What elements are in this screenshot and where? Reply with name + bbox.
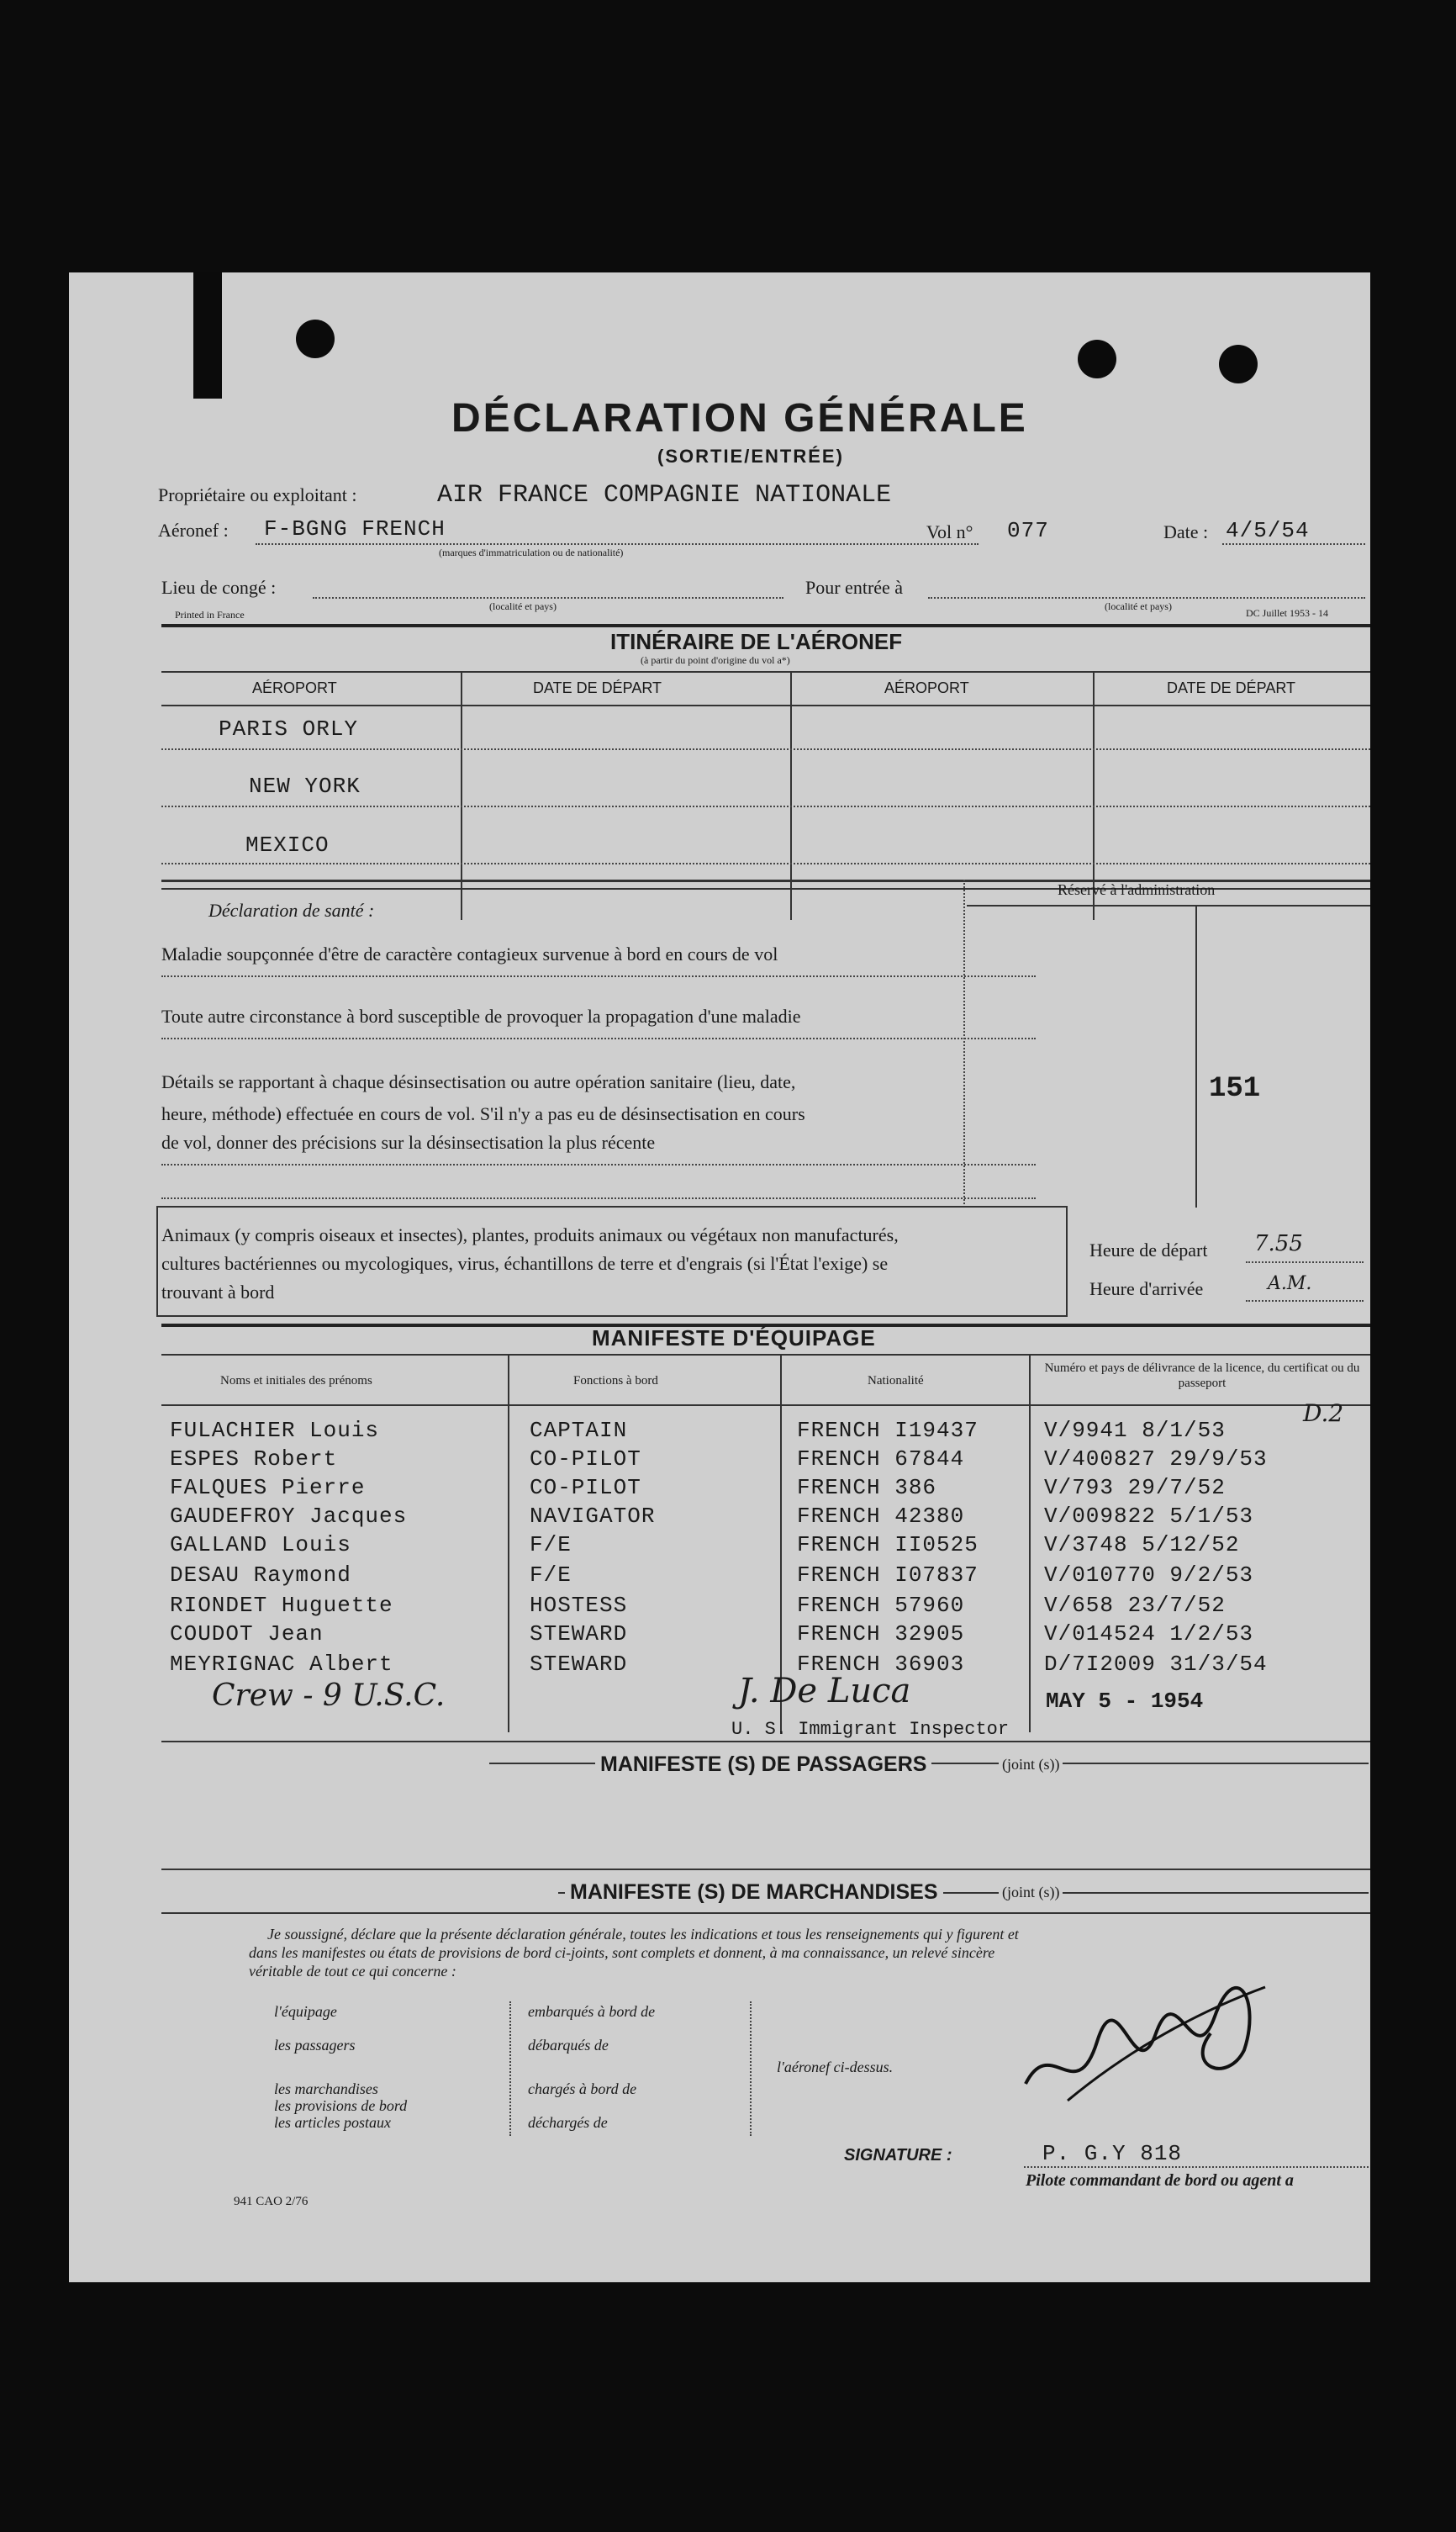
crew-role: F/E <box>530 1562 572 1588</box>
crew-license: V/3748 5/12/52 <box>1044 1532 1240 1557</box>
crew-nationality: FRENCH 67844 <box>797 1446 965 1472</box>
itinerary-header-departure: DATE DE DÉPART <box>1167 679 1296 696</box>
aircraft-note: (marques d'immatriculation ou de nationalité) <box>439 547 624 558</box>
date-stamp: MAY 5 - 1954 <box>1046 1689 1204 1714</box>
form-code: 941 CAO 2/76 <box>234 2195 309 2208</box>
decl-passengers: les passagers <box>274 2037 356 2054</box>
table-row <box>69 1532 1370 1561</box>
crew-name: COUDOT Jean <box>170 1621 324 1647</box>
decl-brace <box>750 2001 760 2136</box>
departure-time-value: 7.55 <box>1254 1231 1303 1256</box>
itinerary-airport: PARIS ORLY <box>219 716 359 742</box>
crew-header-bottom <box>161 1404 1370 1406</box>
table-row <box>69 1418 1370 1446</box>
clearance-note: (localité et pays) <box>489 600 557 612</box>
health-line-1: Maladie soupçonnée d'être de caractère contagieux survenue à bord en cours de vol <box>161 944 778 965</box>
date-label: Date : <box>1163 521 1209 542</box>
admin-inner-divider <box>1195 905 1197 1208</box>
arrival-time-label: Heure d'arrivée <box>1089 1278 1204 1299</box>
itinerary-airport: NEW YORK <box>249 774 361 799</box>
crew-nationality: FRENCH II0525 <box>797 1532 979 1557</box>
health-rule <box>161 1164 1036 1166</box>
health-line-3c: de vol, donner des précisions sur la désinsectisation la plus récente <box>161 1132 656 1153</box>
punch-hole <box>296 320 335 358</box>
itinerary-header-departure: DATE DE DÉPART <box>533 679 662 696</box>
crew-header-license: Numéro et pays de délivrance de la licence, du certificat ou du passeport <box>1044 1361 1360 1390</box>
animals-line-c: trouvant à bord <box>161 1282 275 1303</box>
health-title: Déclaration de santé : <box>208 900 375 921</box>
itinerary-header-top <box>161 671 1370 673</box>
signature-scrawl <box>1017 1983 1269 2109</box>
printer-mark-right: DC Juillet 1953 - 14 <box>1246 607 1328 619</box>
table-row <box>69 1475 1370 1504</box>
crew-role: CO-PILOT <box>530 1475 641 1500</box>
itinerary-header-bottom <box>161 705 1370 706</box>
printer-mark-left: Printed in France <box>175 609 245 621</box>
crew-header-role: Fonctions à bord <box>573 1374 658 1388</box>
itinerary-header-airport: AÉROPORT <box>252 679 337 696</box>
crew-nationality: FRENCH 36903 <box>797 1652 965 1677</box>
date-line <box>1222 543 1365 545</box>
inspector-stamp: U. S. Immigrant Inspector <box>731 1719 1010 1740</box>
health-rule <box>161 1197 1036 1199</box>
departure-time-label: Heure de départ <box>1089 1240 1208 1261</box>
crew-name: MEYRIGNAC Albert <box>170 1652 393 1677</box>
clearance-label: Lieu de congé : <box>161 577 277 598</box>
punch-hole <box>1078 340 1116 378</box>
health-line-3a: Détails se rapportant à chaque désinsectisation ou autre opération sanitaire (lieu, date, <box>161 1071 796 1092</box>
decl-disembarked: débarqués de <box>528 2037 609 2054</box>
itinerary-row-line <box>161 863 1370 864</box>
signature-value: P. G.Y 818 <box>1042 2141 1183 2166</box>
itinerary-row-line <box>161 806 1370 807</box>
table-row <box>69 1504 1370 1532</box>
crew-header-name: Noms et initiales des prénoms <box>220 1374 372 1388</box>
owner-value: AIR FRANCE COMPAGNIE NATIONALE <box>437 481 892 510</box>
flight-label: Vol n° <box>926 521 973 542</box>
table-row <box>69 1593 1370 1621</box>
pilot-label: Pilote commandant de bord ou agent a <box>1026 2171 1294 2190</box>
crew-license: V/009822 5/1/53 <box>1044 1504 1254 1529</box>
crew-header-top <box>161 1354 1370 1356</box>
crew-role: CO-PILOT <box>530 1446 641 1472</box>
crew-role: STEWARD <box>530 1652 628 1677</box>
crew-role: CAPTAIN <box>530 1418 628 1443</box>
declaration-line-3: véritable de tout ce qui concerne : <box>249 1963 456 1980</box>
owner-label: Propriétaire ou exploitant : <box>158 484 357 505</box>
cargo-note: (joint (s)) <box>999 1884 1063 1901</box>
section-divider <box>161 1869 1370 1870</box>
crew-license: V/793 29/7/52 <box>1044 1475 1226 1500</box>
section-divider <box>161 1912 1370 1914</box>
crew-license: V/010770 9/2/53 <box>1044 1562 1254 1588</box>
admin-left-edge <box>963 880 965 1208</box>
health-line-2: Toute autre circonstance à bord susceptible de provoquer la propagation d'une maladie <box>161 1006 801 1027</box>
itinerary-col-divider <box>790 671 792 920</box>
decl-brace <box>509 2001 520 2136</box>
date-value: 4/5/54 <box>1226 518 1310 543</box>
crew-name: GAUDEFROY Jacques <box>170 1504 408 1529</box>
crew-annotation: D.2 <box>1303 1399 1344 1427</box>
punch-hole <box>1219 345 1258 383</box>
time-rule <box>1246 1261 1364 1263</box>
clearance-line <box>313 597 783 599</box>
signature-label: SIGNATURE : <box>844 2146 952 2165</box>
crew-role: HOSTESS <box>530 1593 628 1618</box>
crew-name: FULACHIER Louis <box>170 1418 380 1443</box>
crew-name: RIONDET Huguette <box>170 1593 393 1618</box>
admin-number: 151 <box>1209 1073 1261 1105</box>
crew-bottom-rule <box>161 1741 1370 1742</box>
crew-name: GALLAND Louis <box>170 1532 351 1557</box>
animals-line-a: Animaux (y compris oiseaux et insectes), plantes, produits animaux ou végétaux non manufacturés, <box>161 1224 899 1245</box>
crew-role: STEWARD <box>530 1621 628 1647</box>
crew-handwritten-note: Crew - 9 U.S.C. <box>212 1678 446 1713</box>
declaration-form <box>69 272 1370 2282</box>
table-row <box>69 1562 1370 1591</box>
form-title: DÉCLARATION GÉNÉRALE <box>451 396 1028 441</box>
passengers-note: (joint (s)) <box>999 1756 1063 1773</box>
captain-signature <box>1017 1983 1269 2113</box>
flight-number: 077 <box>1007 518 1049 543</box>
itinerary-header-airport: AÉROPORT <box>884 679 969 696</box>
decl-provisions: les provisions de bord <box>274 2097 408 2114</box>
aircraft-value: F-BGNG FRENCH <box>264 516 446 542</box>
table-row <box>69 1621 1370 1650</box>
crew-license: V/400827 29/9/53 <box>1044 1446 1268 1472</box>
itinerary-subtitle: (à partir du point d'origine du vol a*) <box>641 654 790 666</box>
table-row <box>69 1446 1370 1475</box>
crew-license: V/9941 8/1/53 <box>1044 1418 1226 1443</box>
form-subtitle: (SORTIE/ENTRÉE) <box>657 446 844 467</box>
health-rule <box>161 1038 1036 1039</box>
decl-unloaded: déchargés de <box>528 2114 608 2131</box>
decl-aircraft: l'aéronef ci-dessus. <box>777 2059 894 2075</box>
passengers-title: MANIFESTE (S) DE PASSAGERS <box>595 1752 931 1777</box>
arrival-time-value: A.M. <box>1268 1273 1312 1294</box>
crew-title: MANIFESTE D'ÉQUIPAGE <box>592 1325 876 1351</box>
crew-license: V/014524 1/2/53 <box>1044 1621 1254 1647</box>
decl-mail: les articles postaux <box>274 2114 391 2131</box>
health-line-3b: heure, méthode) effectuée en cours de vol. S'il n'y a pas eu de désinsectisation en cours <box>161 1103 805 1124</box>
crew-nationality: FRENCH 57960 <box>797 1593 965 1618</box>
health-rule <box>161 975 1036 977</box>
binder-tab <box>193 272 222 399</box>
crew-role: F/E <box>530 1532 572 1557</box>
aircraft-label: Aéronef : <box>158 520 229 541</box>
signature-line <box>1024 2166 1369 2168</box>
crew-nationality: FRENCH 42380 <box>797 1504 965 1529</box>
declaration-line-1: Je soussigné, déclare que la présente déclaration générale, toutes les indications et tous les renseignements qui y figurent et <box>267 1926 1019 1943</box>
crew-nationality: FRENCH 386 <box>797 1475 937 1500</box>
crew-nationality: FRENCH 32905 <box>797 1621 965 1647</box>
decl-embarked: embarqués à bord de <box>528 2003 656 2020</box>
itinerary-airport: MEXICO <box>245 833 330 858</box>
admin-title-rule <box>967 905 1370 907</box>
itinerary-top <box>161 624 1370 627</box>
itinerary-title: ITINÉRAIRE DE L'AÉRONEF <box>610 629 903 654</box>
inspector-signature: J. De Luca <box>738 1672 911 1710</box>
crew-name: ESPES Robert <box>170 1446 338 1472</box>
time-rule <box>1246 1300 1364 1302</box>
decl-crew: l'équipage <box>274 2003 337 2020</box>
decl-goods: les marchandises <box>274 2080 378 2097</box>
declaration-line-2: dans les manifestes ou états de provisions de bord ci-joints, sont complets et donnent, à ma connaissance, un relevé sincère <box>249 1944 995 1961</box>
decl-loaded: chargés à bord de <box>528 2080 637 2097</box>
crew-name: DESAU Raymond <box>170 1562 351 1588</box>
crew-name: FALQUES Pierre <box>170 1475 366 1500</box>
entry-line <box>928 597 1365 599</box>
crew-header-nationality: Nationalité <box>868 1374 924 1388</box>
itinerary-row-line <box>161 748 1370 750</box>
aircraft-line <box>256 543 979 545</box>
entry-label: Pour entrée à <box>805 577 904 598</box>
crew-nationality: FRENCH I07837 <box>797 1562 979 1588</box>
itinerary-col-divider <box>461 671 462 920</box>
animals-line-b: cultures bactériennes ou mycologiques, virus, échantillons de terre et d'engrais (si l'État l'exige) se <box>161 1253 889 1274</box>
crew-license: D/7I2009 31/3/54 <box>1044 1652 1268 1677</box>
table-row <box>69 1652 1370 1680</box>
crew-license: V/658 23/7/52 <box>1044 1593 1226 1618</box>
crew-nationality: FRENCH I19437 <box>797 1418 979 1443</box>
entry-note: (localité et pays) <box>1105 600 1172 612</box>
admin-title: Réservé à l'administration <box>1058 881 1216 898</box>
crew-role: NAVIGATOR <box>530 1504 656 1529</box>
cargo-title: MANIFESTE (S) DE MARCHANDISES <box>565 1880 943 1905</box>
